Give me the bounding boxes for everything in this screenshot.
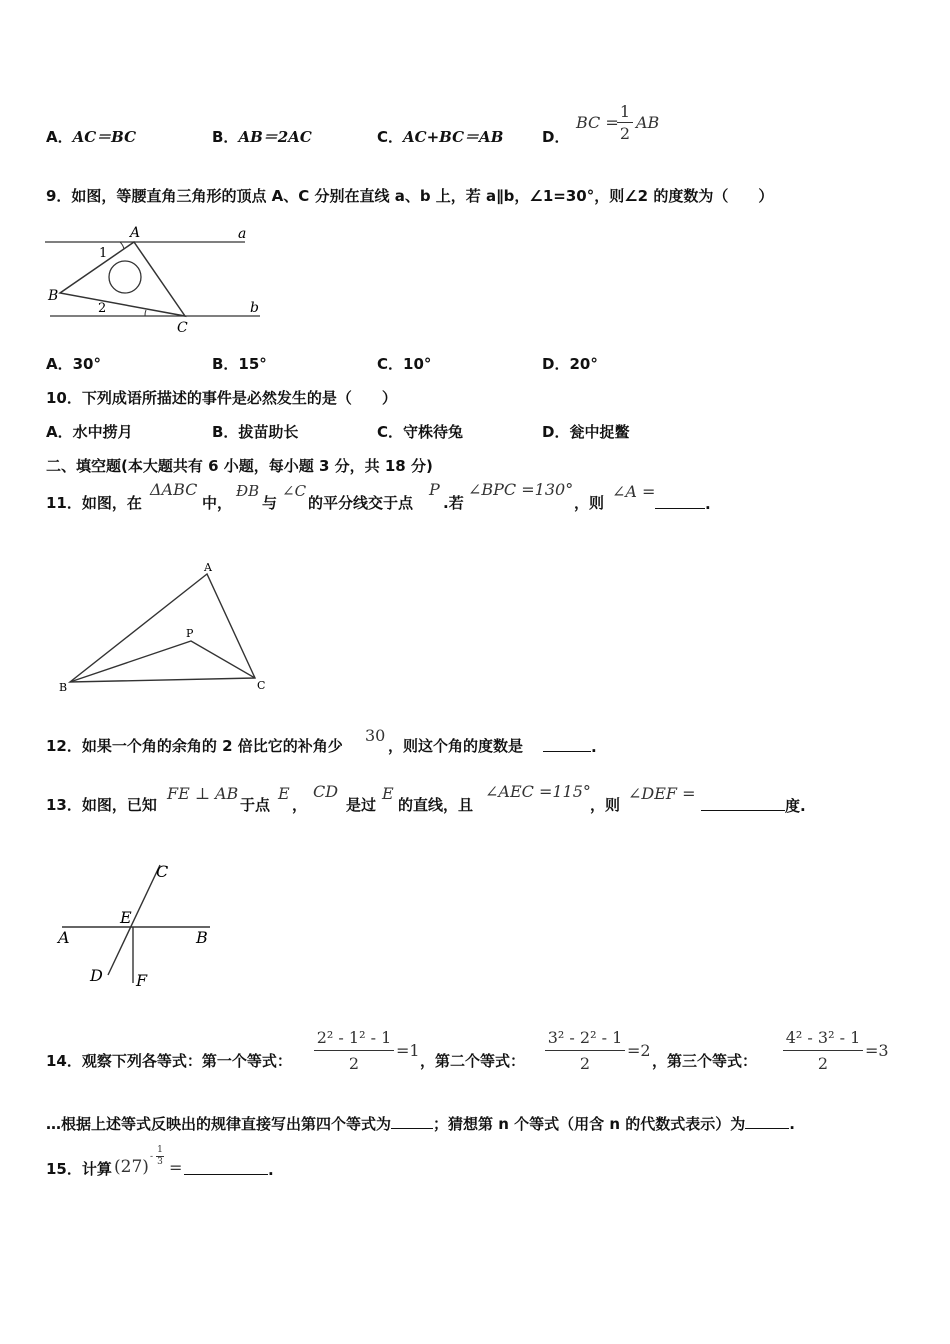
q12-math-30: 30 (365, 726, 386, 745)
label-a: a (238, 226, 247, 242)
bisector-lines (70, 641, 255, 682)
q9-option-c: C．10° (377, 355, 432, 373)
label-B: B (48, 288, 59, 304)
q13-text-5: 的直线，且 (398, 796, 474, 814)
label-A: A (58, 928, 70, 947)
q11-math-a: ∠A = (612, 482, 656, 501)
q8-option-d-label: D． (542, 128, 570, 146)
q15-exp-sign: - (150, 1152, 154, 1162)
label-C: C (156, 862, 169, 881)
q13-text-1: 13．如图，已知 (46, 796, 157, 814)
q14-rhs-3: =3 (865, 1041, 889, 1060)
label-A: A (204, 561, 212, 574)
q13-answer-line: 度. (701, 796, 806, 815)
q15-text-1: 15．计算 (46, 1160, 112, 1178)
q13-math-fe-ab: FE ⊥ AB (167, 784, 239, 803)
q10-stem: 10．下列成语所描述的事件是必然发生的是（ ） (46, 389, 397, 407)
answer-blank-nth[interactable] (745, 1114, 789, 1129)
q15-eq: = (169, 1158, 183, 1177)
triangle-abc (70, 574, 255, 682)
answer-blank[interactable] (184, 1160, 268, 1175)
q12-text-2: ，则这个角的度数是 (388, 737, 524, 755)
q13-text-2: 于点 (240, 796, 271, 814)
label-1: 1 (99, 246, 108, 261)
angle-2-arc (145, 310, 146, 316)
circle-mark (109, 261, 141, 293)
q14-fraction-3: $\frac{\text{4² - 3² - 1}}{2}$ (783, 1028, 863, 1073)
q14-fraction-2: $\frac{\text{3² - 2² - 1}}{2}$ (545, 1028, 625, 1073)
q13-math-cd: CD (313, 782, 339, 801)
q14-text-2: ，第二个等式： (420, 1052, 526, 1070)
label-b: b (250, 300, 259, 316)
label-C: C (257, 679, 266, 692)
answer-blank-4th[interactable] (391, 1114, 433, 1129)
q8-option-d-fraction: $\frac{1}{2}$ (617, 102, 633, 143)
q9-figure (40, 222, 270, 337)
q9-option-a: A．30° (46, 355, 101, 373)
answer-blank[interactable] (701, 796, 785, 811)
label-F: F (136, 971, 148, 990)
q8-option-a: A．AC＝BC (46, 128, 137, 146)
answer-blank[interactable] (655, 494, 705, 509)
q15-answer-line: . (184, 1160, 274, 1179)
q11-text-5: .若 (443, 494, 464, 512)
q14-rhs-1: =1 (396, 1041, 420, 1060)
q13-text-4: 是过 (346, 796, 377, 814)
q13-math-e: E (278, 784, 290, 803)
section-2-title: 二、填空题(本大题共有 6 小题，每小题 3 分，共 18 分) (46, 457, 433, 475)
q8-option-c: C．AC+BC＝AB (377, 128, 504, 146)
q14-text-1: 14．观察下列各等式：第一个等式： (46, 1052, 292, 1070)
q13-math-e2: E (382, 784, 394, 803)
q13-math-aec: ∠AEC =115° (485, 782, 591, 801)
q11-math-abc: ΔABC (150, 480, 198, 499)
q8-option-d-rhs: AB (636, 113, 660, 132)
q10-option-c: C．守株待兔 (377, 423, 464, 441)
q10-option-a: A．水中捞月 (46, 423, 133, 441)
label-P: P (186, 627, 194, 640)
q13-text-3: ， (292, 796, 308, 814)
q11-math-b: ÐB (236, 482, 260, 500)
q15-exponent-fraction: $\frac{1}{3}$ (157, 1145, 163, 1167)
q11-math-bpc: ∠BPC =130° (468, 480, 574, 499)
q11-text-4: 的平分线交于点 (308, 494, 414, 512)
label-B: B (196, 928, 208, 947)
q14-text-3: ，第三个等式： (652, 1052, 758, 1070)
q11-text-2: 中， (202, 494, 233, 512)
q8-option-b: B．AB＝2AC (212, 128, 312, 146)
label-2: 2 (98, 301, 107, 316)
q14-rhs-2: =2 (627, 1041, 651, 1060)
q13-math-def: ∠DEF = (628, 784, 696, 803)
label-B: B (59, 681, 68, 694)
angle-1-arc (120, 242, 124, 249)
q11-answer-line: . (655, 494, 711, 513)
triangle-abc (60, 242, 185, 316)
q9-option-d: D．20° (542, 355, 598, 373)
label-C: C (177, 320, 188, 336)
q11-math-c: ∠C (282, 482, 307, 500)
q14-fraction-1: $\frac{\text{2² - 1² - 1}}{2}$ (314, 1028, 394, 1073)
q10-option-b: B．拔苗助长 (212, 423, 299, 441)
q9-option-b: B．15° (212, 355, 267, 373)
q14-line-2: …根据上述等式反映出的规律直接写出第四个等式为 ；猜想第 n 个等式（用含 n 的代数式表示）为 . (46, 1115, 795, 1133)
q9-stem: 9．如图，等腰直角三角形的顶点 A、C 分别在直线 a、b 上，若 a∥b，∠1=30°，则∠2 的度数为（ ） (46, 187, 774, 205)
q11-text-3: 与 (262, 494, 278, 512)
q13-text-6: ，则 (590, 796, 621, 814)
q12-text-1: 12．如果一个角的余角的 2 倍比它的补角少 (46, 737, 343, 755)
label-A: A (130, 225, 141, 241)
label-D: D (90, 966, 103, 985)
label-E: E (120, 908, 132, 927)
q11-text-1: 11．如图，在 (46, 494, 142, 512)
q13-figure (50, 855, 220, 995)
answer-blank[interactable] (543, 737, 591, 752)
q10-option-d: D．瓮中捉鳖 (542, 423, 630, 441)
q15-base: (27) (114, 1157, 149, 1177)
line-cd (108, 865, 160, 975)
q12-answer-line: . (543, 737, 597, 756)
q11-math-p: P (429, 480, 440, 499)
q11-figure (55, 558, 275, 698)
q8-option-d-lhs: BC = (576, 113, 619, 132)
q11-text-6: ，则 (574, 494, 605, 512)
